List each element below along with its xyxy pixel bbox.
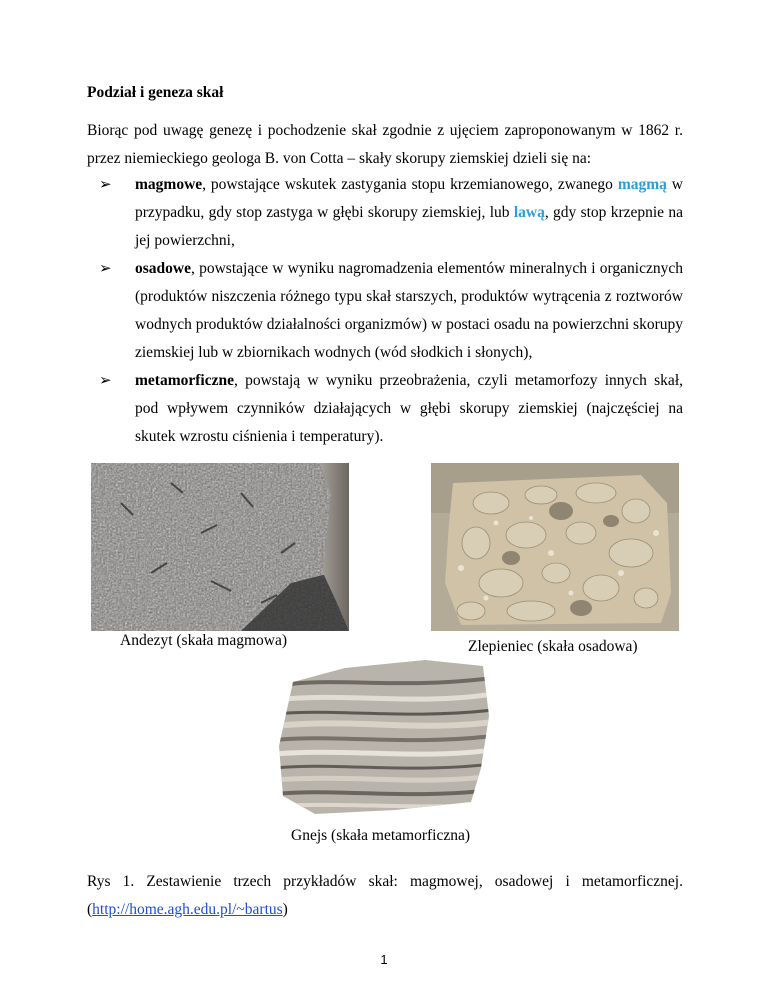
arrow-bullet-icon: ➢ [99, 177, 112, 193]
highlight-lawa: lawą [513, 204, 545, 221]
conglomerate-photo [431, 463, 679, 631]
list-item-osadowe [87, 255, 683, 367]
list-item-metamorficzne [87, 367, 683, 451]
term-osadowe: osadowe [135, 260, 191, 277]
caption-conglomerate: Zlepieniec (skała osadowa) [468, 638, 638, 655]
term-magmowe: magmowe [135, 176, 203, 193]
section-heading: Podział i geneza skał [87, 84, 224, 101]
figure-reference-text: Rys 1. Zestawienie trzech przykładów skał: magmowej, osadowej i metamorficznej. ( [87, 873, 683, 918]
item-text: w przypadku, gdy stop zastyga w głębi skorupy ziemskiej, lub [135, 176, 683, 221]
source-link[interactable]: http://home.agh.edu.pl/~bartus [92, 901, 283, 918]
figure-reference [87, 868, 683, 924]
term-metamorficzne: metamorficzne [135, 372, 234, 389]
list-item-magmowe [87, 171, 683, 255]
caption-gneiss: Gnejs (skała metamorficzna) [291, 827, 471, 844]
highlight-magma: magmą [617, 176, 667, 193]
figure-reference-close: ) [282, 901, 288, 918]
gneiss-photo [275, 656, 493, 816]
arrow-bullet-icon: ➢ [99, 373, 112, 389]
andesite-photo [91, 463, 349, 631]
item-text: , gdy stop krzepnie na jej powierzchni, [135, 204, 683, 249]
page-number: 1 [380, 952, 388, 967]
rock-types-list [87, 171, 683, 451]
item-text: , powstające wskutek zastygania stopu krzemianowego, zwanego [202, 176, 618, 193]
item-text: , powstają w wyniku przeobrażenia, czyli metamorfozy innych skał, pod wpływem czynników działających w głębi skorupy ziemskiej (najczęściej na skutek wzrostu ciśnienia i temperatury). [135, 372, 683, 445]
intro-paragraph: Biorąc pod uwagę genezę i pochodzenie skał zgodnie z ujęciem zaproponowanym w 1862 r. przez niemieckiego geologa B. von Cotta – skały skorupy ziemskiej dzieli się na: [87, 122, 683, 167]
caption-andesite: Andezyt (skała magmowa) [120, 632, 287, 649]
item-text: , powstające w wyniku nagromadzenia elementów mineralnych i organicznych (produktów niszczenia różnego typu skał starszych, produktów wytrącenia z roztworów wodnych produktów działalności organizmów) w postaci osadu na powierzchni skorupy ziemskiej lub w zbiornikach wodnych (wód słodkich i słonych), [135, 260, 683, 361]
arrow-bullet-icon: ➢ [99, 261, 112, 277]
